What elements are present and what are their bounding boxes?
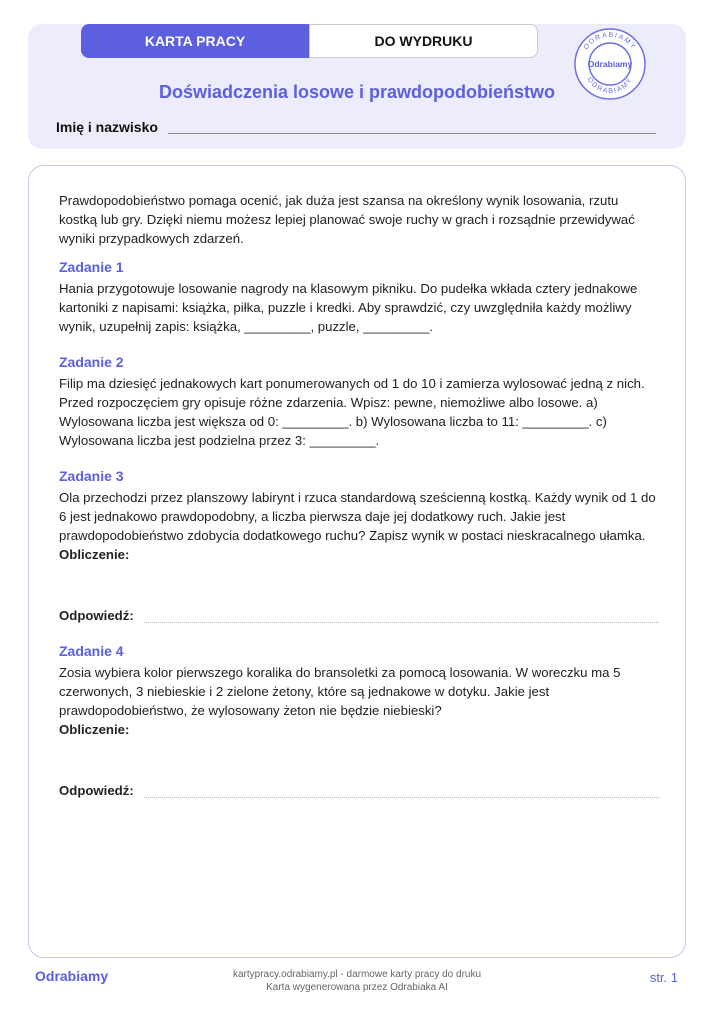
task-text: Ola przechodzi przez planszowy labirynt i rzuca standardową sześcienną kostką. Każdy wynik od 1 do 6 jest jednakowo prawdopodobny, a liczba pierwsza daje jej dodatkowy ruch. Jakie jest prawdopodobieństwo zdobycia dodatkowego ruchu? Zapisz wynik w postaci nieskracalnego ułamka. — [59, 490, 656, 543]
task-1 — [59, 258, 659, 336]
stamp-ring-bottom: ODRABIAMY — [585, 76, 635, 96]
page-number: str. 1 — [649, 970, 678, 985]
worksheet-header — [28, 24, 686, 149]
answer-field-line[interactable] — [144, 622, 659, 623]
stamp-center-text: Odrabiamy — [587, 59, 633, 69]
answer-row — [59, 781, 659, 800]
task-2 — [59, 353, 659, 450]
task-text: Zosia wybiera kolor pierwszego koralika do bransoletki za pomocą losowania. W woreczku ma 5 czerwonych, 3 niebieskie i 2 zielone żetony, które są jednakowe w dotyku. Jakie jest prawdopodobieństwo, że wylosowany żeton nie będzie niebieski? — [59, 665, 621, 718]
answer-field-line[interactable] — [144, 797, 659, 798]
footer-credits — [0, 968, 714, 994]
task-title: Zadanie 1 — [59, 259, 124, 275]
task-title: Zadanie 3 — [59, 468, 124, 484]
stamp-ring-top: ODRABIAMY — [582, 31, 638, 52]
task-text: Filip ma dziesięć jednakowych kart ponumerowanych od 1 do 10 i zamierza wylosować jedną z nich. Przed rozpoczęciem gry opisuje różne zdarzenia. Wpisz: pewne, niemożliwe albo losowe. a) Wylosowana liczba jest większa od 0: _________. b) Wylosowana liczba to 11: _________. c) Wylosowana liczba jest podzielna przez 3: _________. — [59, 376, 645, 448]
tab-worksheet[interactable]: KARTA PRACY — [81, 24, 309, 58]
task-4 — [59, 642, 659, 800]
task-text: Hania przygotowuje losowanie nagrody na klasowym pikniku. Do pudełka wkłada cztery jednakowe kartoniki z napisami: książka, piłka, puzzle i kredki. Aby sprawdzić, czy uwzględniła każdy możliwy wynik, uzupełnij zapis: książka, _________, puzzle, _________. — [59, 281, 638, 334]
task-3 — [59, 467, 659, 625]
task-title: Zadanie 4 — [59, 643, 124, 659]
tab-print[interactable]: DO WYDRUKU — [309, 24, 538, 58]
task-title: Zadanie 2 — [59, 354, 124, 370]
calculation-label: Obliczenie: — [59, 547, 130, 562]
odrabiamy-stamp-logo — [573, 27, 647, 101]
footer-brand[interactable]: Odrabiamy — [35, 968, 109, 984]
intro-text: Prawdopodobieństwo pomaga ocenić, jak duża jest szansa na określony wynik losowania, rzutu kostką lub gry. Dzięki niemu możesz lepiej planować swoje ruchy w grach i rozsądnie przewidywać wyniki przypadkowych zdarzeń. — [59, 193, 635, 246]
page-title: Doświadczenia losowe i prawdopodobieństwo — [158, 82, 556, 102]
answer-row — [59, 606, 659, 625]
name-field-line[interactable] — [168, 133, 656, 134]
footer-site-link[interactable]: kartypracy.odrabiamy.pl - darmowe karty pracy do druku — [232, 969, 482, 980]
footer-generated-note: Karta wygenerowana przez Odrabiaka AI — [266, 982, 448, 993]
answer-label: Odpowiedź: — [59, 608, 134, 623]
answer-label: Odpowiedź: — [59, 783, 134, 798]
worksheet-body — [28, 165, 686, 958]
calculation-label: Obliczenie: — [59, 722, 130, 737]
name-label: Imię i nazwisko — [56, 119, 158, 135]
